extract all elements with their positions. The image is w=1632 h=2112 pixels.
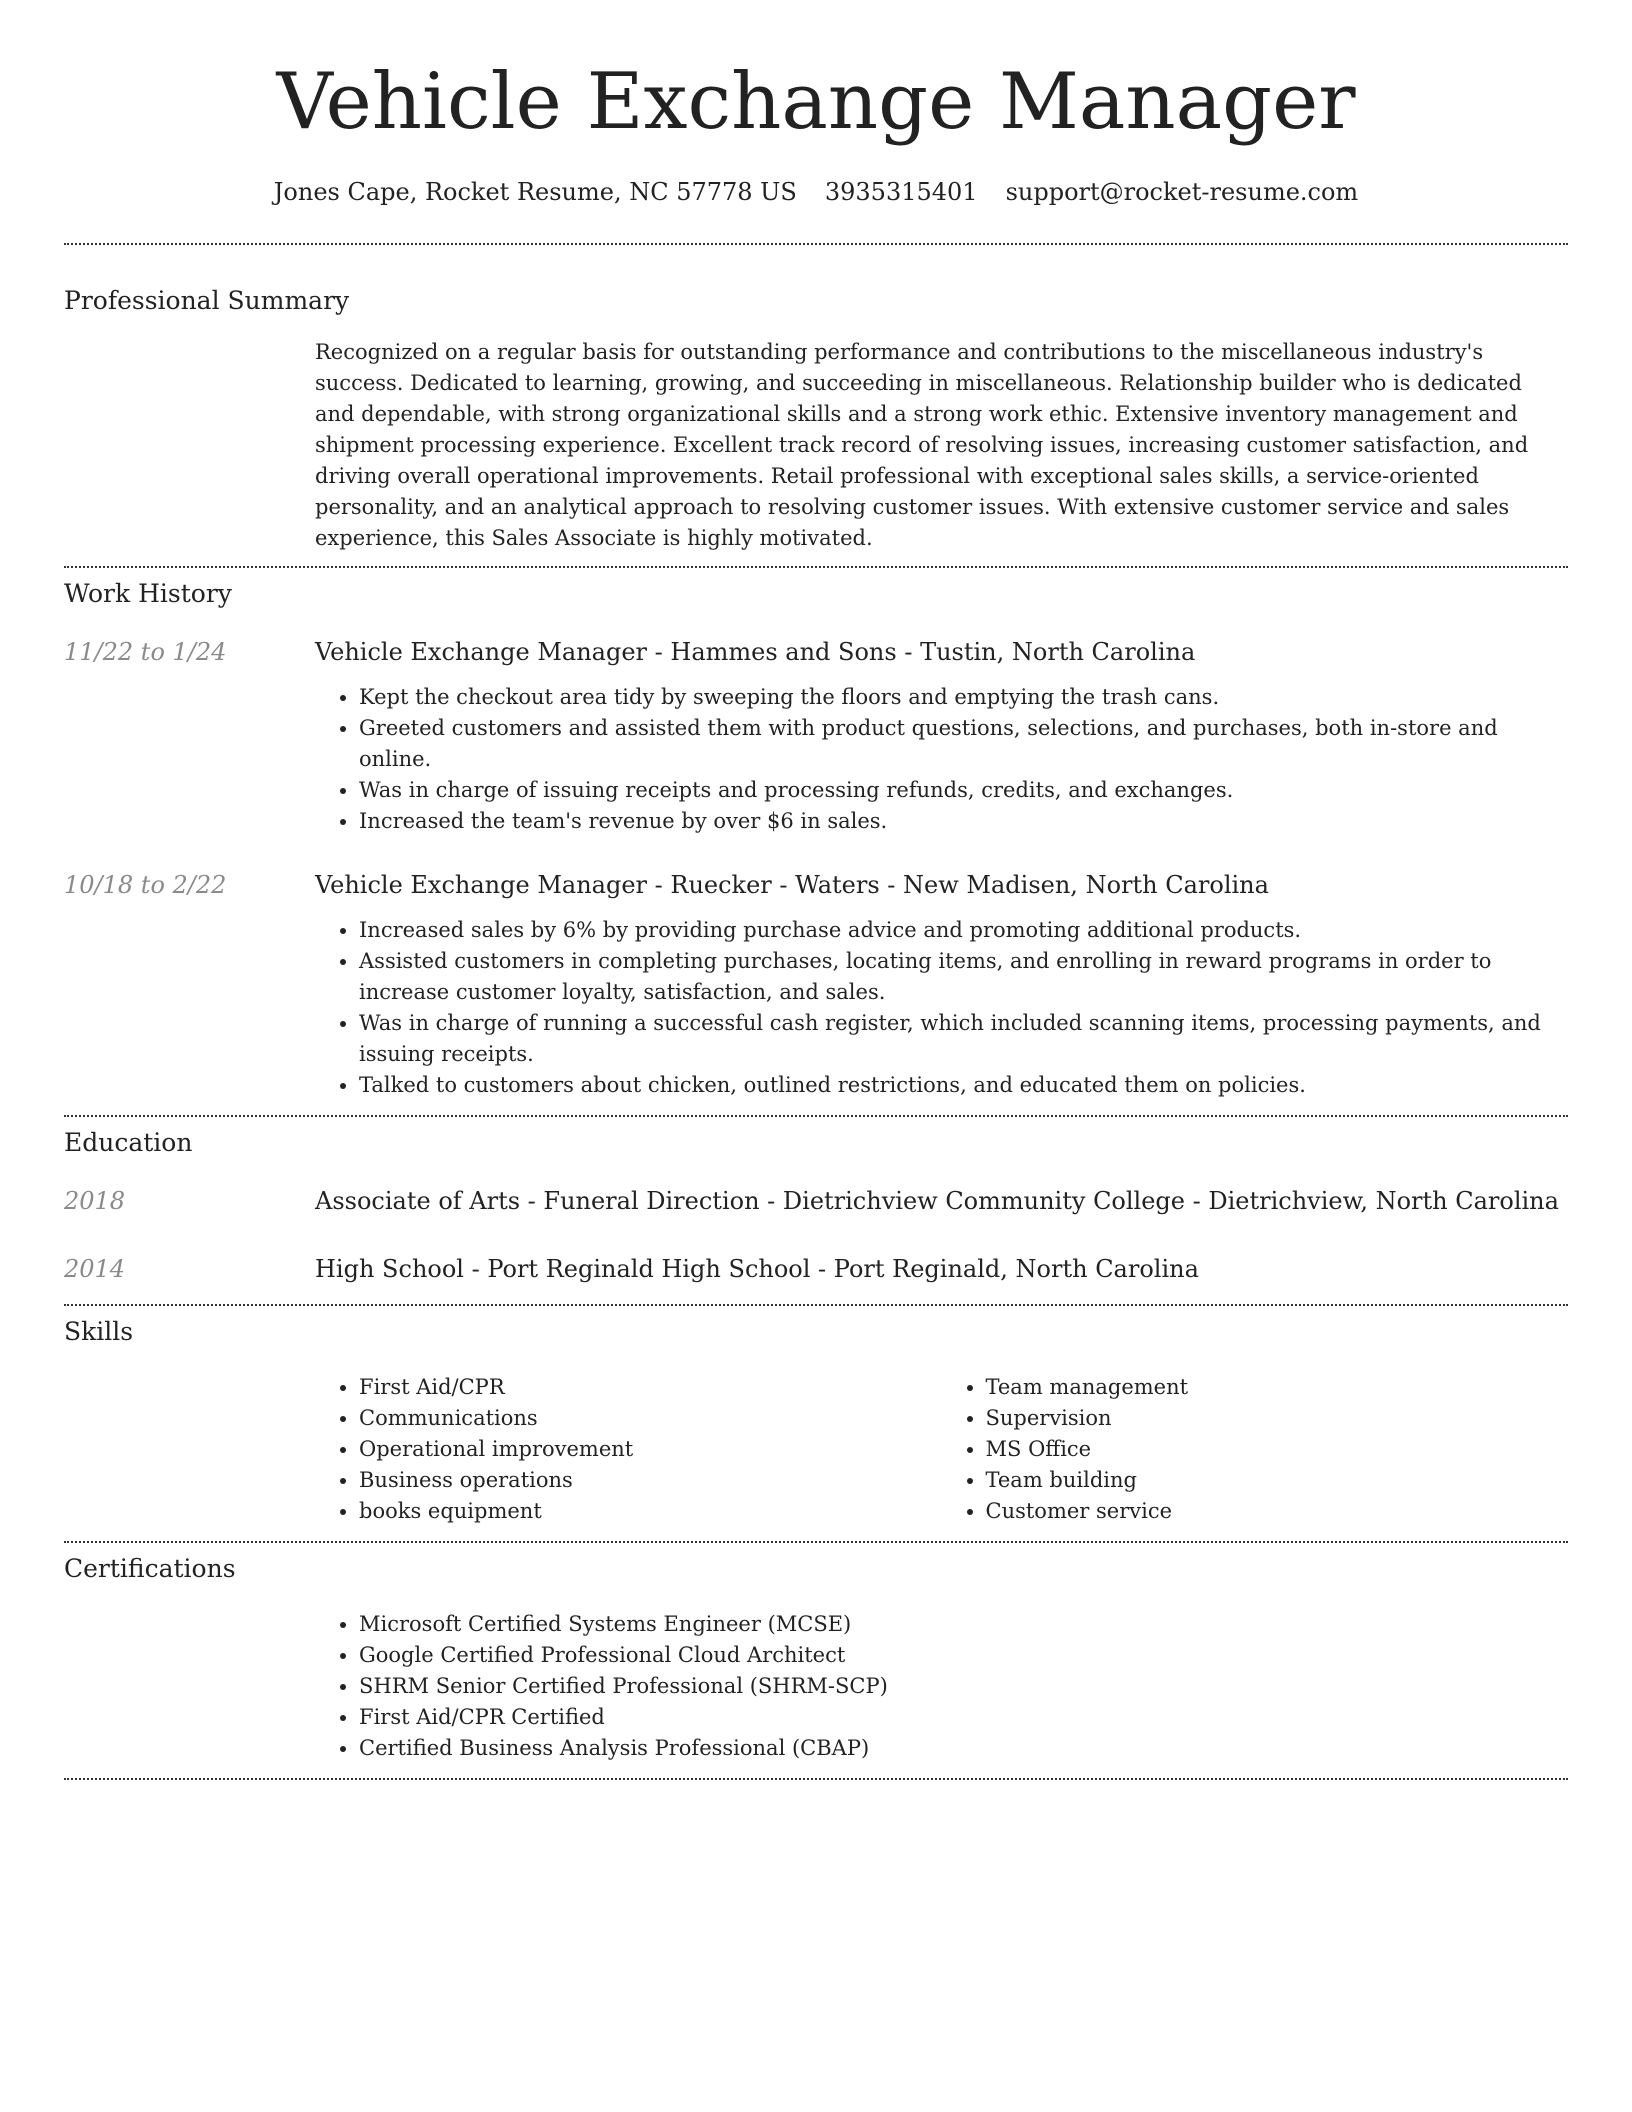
skill-item: • MS Office: [986, 1434, 1569, 1465]
certification-item: • Google Certified Professional Cloud Architect: [359, 1640, 1568, 1671]
certification-item: • SHRM Senior Certified Professional (SHRM-SCP): [359, 1671, 1568, 1702]
skills-title: Skills: [64, 1317, 134, 1346]
contact-line: [64, 176, 1568, 208]
work-history-title: Work History: [64, 579, 232, 608]
skill-item: • Communications: [359, 1403, 942, 1434]
skills-list-right: [942, 1372, 1569, 1527]
education-year: 2018: [64, 1187, 126, 1215]
skill-item: • Supervision: [986, 1403, 1569, 1434]
job-bullets: [315, 682, 1568, 837]
job-bullet: • Was in charge of issuing receipts and processing refunds, credits, and exchanges.: [359, 775, 1568, 806]
job-dates: 11/22 to 1/24: [64, 638, 227, 666]
skill-item: • Operational improvement: [359, 1434, 942, 1465]
certifications-section: [64, 1543, 1568, 1764]
job-heading: Vehicle Exchange Manager - Ruecker - Waters - New Madisen, North Carolina: [315, 871, 1269, 899]
skill-item: • books equipment: [359, 1496, 942, 1527]
work-history-section: [64, 568, 1568, 1101]
skills-section: [64, 1306, 1568, 1527]
job-bullet: • Was in charge of running a successful cash register, which included scanning items, processing payments, and issuing receipts.: [359, 1008, 1568, 1070]
skill-item: • Customer service: [986, 1496, 1569, 1527]
job-bullet: • Kept the checkout area tidy by sweeping the floors and emptying the trash cans.: [359, 682, 1568, 713]
certification-item: • Microsoft Certified Systems Engineer (MCSE): [359, 1609, 1568, 1640]
certifications-title: Certifications: [64, 1554, 236, 1583]
education-entry: [64, 1253, 1568, 1285]
divider: [64, 1778, 1568, 1780]
contact-phone: 3935315401: [824, 178, 978, 206]
education-heading: High School - Port Reginald High School - Port Reginald, North Carolina: [315, 1255, 1199, 1283]
skill-item: • Team management: [986, 1372, 1569, 1403]
job-bullets: [315, 915, 1568, 1101]
education-section: [64, 1117, 1568, 1285]
skill-item: • Team building: [986, 1465, 1569, 1496]
job-bullet: • Greeted customers and assisted them with product questions, selections, and purchases, both in-store and online.: [359, 713, 1568, 775]
skill-item: • First Aid/CPR: [359, 1372, 942, 1403]
education-heading: Associate of Arts - Funeral Direction - Dietrichview Community College - Dietrichview, North Carolina: [315, 1187, 1559, 1215]
job-entry: [64, 869, 1568, 1101]
skill-item: • Business operations: [359, 1465, 942, 1496]
education-title: Education: [64, 1128, 193, 1157]
education-year: 2014: [64, 1255, 126, 1283]
job-heading: Vehicle Exchange Manager - Hammes and Sons - Tustin, North Carolina: [315, 638, 1196, 666]
summary-section: [64, 245, 1568, 554]
summary-title: Professional Summary: [64, 286, 350, 315]
job-entry: [64, 636, 1568, 837]
certifications-list: [315, 1609, 1568, 1764]
contact-address: Jones Cape, Rocket Resume, NC 57778 US: [273, 178, 797, 206]
skills-list-left: [315, 1372, 942, 1527]
summary-text: Recognized on a regular basis for outstanding performance and contributions to the miscellaneous industry's success. Dedicated to learning, growing, and succeeding in miscellaneous. Relationship builder who is dedicated and dependable, with strong organizational skills and a strong work ethic. Extensive inventory management and shipment processing experience. Excellent track record of resolving issues, increasing customer satisfaction, and driving overall operational improvements. Retail professional with exceptional sales skills, a service-oriented personality, and an analytical approach to resolving customer issues. With extensive customer service and sales experience, this Sales Associate is highly motivated.: [315, 340, 1529, 550]
job-bullet: • Increased sales by 6% by providing purchase advice and promoting additional products.: [359, 915, 1568, 946]
job-bullet: • Increased the team's revenue by over $6 in sales.: [359, 806, 1568, 837]
job-dates: 10/18 to 2/22: [64, 871, 227, 899]
education-entry: [64, 1185, 1568, 1217]
job-bullet: • Talked to customers about chicken, outlined restrictions, and educated them on policies.: [359, 1070, 1568, 1101]
job-bullet: • Assisted customers in completing purchases, locating items, and enrolling in reward programs in order to increase customer loyalty, satisfaction, and sales.: [359, 946, 1568, 1008]
certification-item: • First Aid/CPR Certified: [359, 1702, 1568, 1733]
certification-item: • Certified Business Analysis Professional (CBAP): [359, 1733, 1568, 1764]
contact-email: support@rocket-resume.com: [1005, 178, 1359, 206]
resume-name: Vehicle Exchange Manager: [276, 57, 1356, 147]
